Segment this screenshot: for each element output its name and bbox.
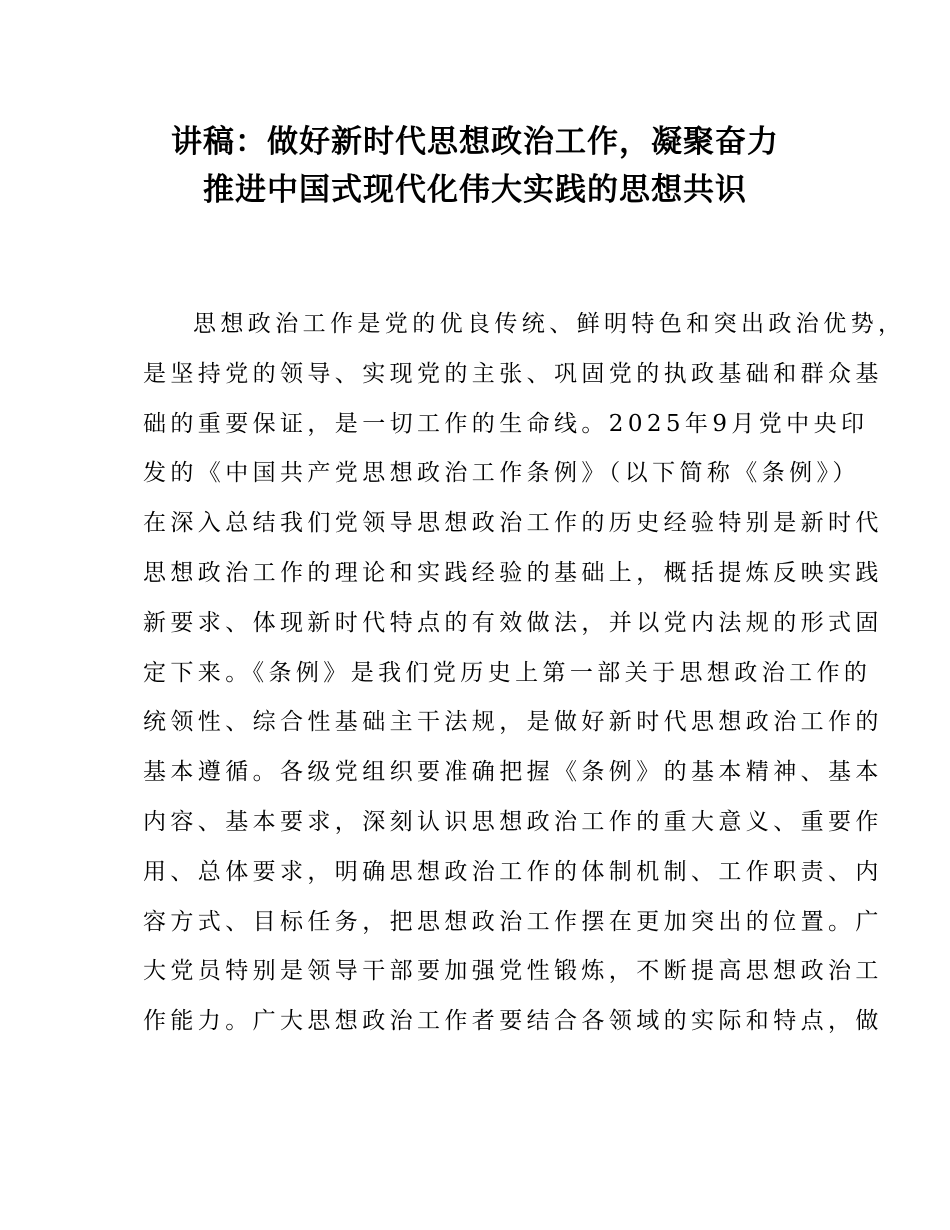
body-line: 大党员特别是领导干部要加强党性锻炼，不断提高思想政治工 xyxy=(143,958,883,985)
body-line: 础的重要保证，是一切工作的生命线。2025年9月党中央印 xyxy=(143,410,869,437)
body-line: 容方式、目标任务，把思想政治工作摆在更加突出的位置。广 xyxy=(143,908,883,935)
body-line: 发的《中国共产党思想政治工作条例》（以下简称《条例》） xyxy=(143,460,860,487)
body-line: 定下来。《条例》是我们党历史上第一部关于思想政治工作的 xyxy=(143,659,872,686)
body-line: 在深入总结我们党领导思想政治工作的历史经验特别是新时代 xyxy=(143,510,883,537)
body-line: 作能力。广大思想政治工作者要结合各领域的实际和特点，做 xyxy=(143,1008,883,1035)
body-line: 用、总体要求，明确思想政治工作的体制机制、工作职责、内 xyxy=(143,858,883,885)
body-line: 新要求、体现新时代特点的有效做法，并以党内法规的形式固 xyxy=(143,609,883,636)
body-line: 思想政治工作的理论和实践经验的基础上，概括提炼反映实践 xyxy=(143,559,883,586)
body-line: 是坚持党的领导、实现党的主张、巩固党的执政基础和群众基 xyxy=(143,360,883,387)
body-line: 统领性、综合性基础主干法规，是做好新时代思想政治工作的 xyxy=(143,709,883,736)
document-body xyxy=(143,300,906,1047)
body-line: 内容、基本要求，深刻认识思想政治工作的重大意义、重要作 xyxy=(143,808,883,835)
document-title xyxy=(0,118,950,214)
body-line: 基本遵循。各级党组织要准确把握《条例》的基本精神、基本 xyxy=(143,759,883,786)
body-line: 思想政治工作是党的优良传统、鲜明特色和突出政治优势， xyxy=(193,311,906,337)
title-line-1: 讲稿：做好新时代思想政治工作，凝聚奋力 xyxy=(171,124,779,160)
title-line-2: 推进中国式现代化伟大实践的思想共识 xyxy=(203,172,747,208)
